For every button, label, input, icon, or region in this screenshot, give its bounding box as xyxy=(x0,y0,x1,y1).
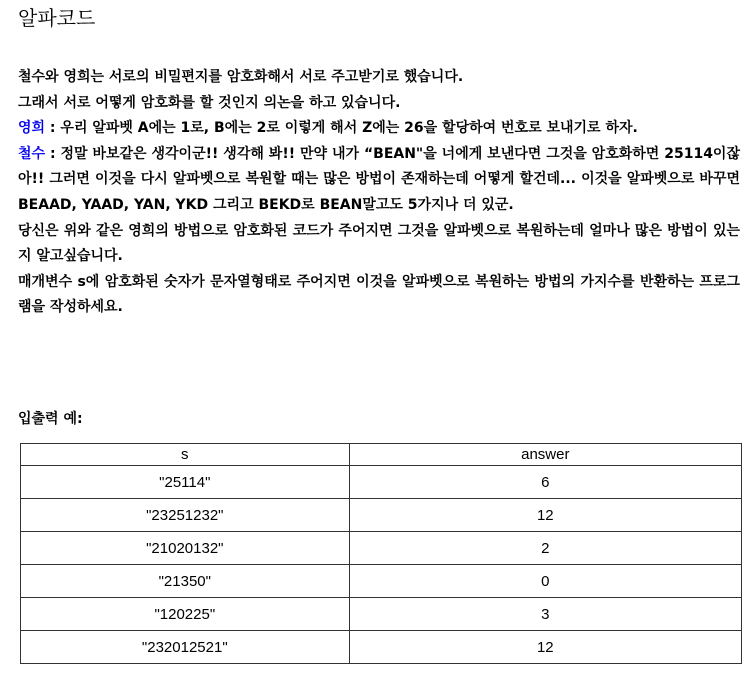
table-header-row xyxy=(21,444,742,466)
cell-s: "21350" xyxy=(21,565,350,598)
column-header-answer: answer xyxy=(349,444,741,466)
examples-table xyxy=(20,443,742,664)
cell-answer: 12 xyxy=(349,631,741,664)
table-row xyxy=(21,565,742,598)
page-title: 알파코드 xyxy=(18,6,96,30)
paragraph-task: 매개변수 s에 암호화된 숫자가 문자열형태로 주어지면 이것을 알파벳으로 복원하는 방법의 가지수를 반환하는 프로그램을 작성하세요. xyxy=(18,273,740,316)
column-header-s: s xyxy=(21,444,350,466)
cell-s: "21020132" xyxy=(21,532,350,565)
dialogue-text: 우리 알파벳 A에는 1로, B에는 2로 이렇게 해서 Z에는 26을 할당하여 번호로 보내기로 하자. xyxy=(60,120,638,137)
cell-answer: 2 xyxy=(349,532,741,565)
paragraph-younghee xyxy=(18,116,740,142)
table-row xyxy=(21,631,742,664)
dialogue-text: 정말 바보같은 생각이군!! 생각해 봐!! 만약 내가 “BEAN"을 너에게 보낸다면 그것을 암호화하면 25114이잖아!! 그러면 이것을 다시 알파벳으로 복원할 때는 많은 방법이 존재하는데 어떻게 할건데... 이것을 알파벳으로 바꾸면 BEAAD, YAAD, YAN, YKD 그리고 BEKD로 BEAN말고도 5가지나 더 있군. xyxy=(18,145,740,213)
paragraph-discussion: 그래서 서로 어떻게 암호화를 할 것인지 의논을 하고 있습니다. xyxy=(18,94,401,111)
cell-s: "120225" xyxy=(21,598,350,631)
speaker-separator: : xyxy=(45,145,61,162)
cell-s: "25114" xyxy=(21,466,350,499)
cell-answer: 6 xyxy=(349,466,741,499)
paragraph-question: 당신은 위와 같은 영희의 방법으로 암호화된 코드가 주어지면 그것을 알파벳으로 복원하는데 얼마나 많은 방법이 있는지 알고싶습니다. xyxy=(18,222,740,265)
speaker-name: 영희 xyxy=(18,120,46,137)
speaker-separator: : xyxy=(45,120,61,137)
examples-heading: 입출력 예: xyxy=(18,411,83,427)
table-row xyxy=(21,466,742,499)
cell-answer: 0 xyxy=(349,565,741,598)
table-row xyxy=(21,598,742,631)
problem-statement xyxy=(18,65,740,321)
cell-answer: 3 xyxy=(349,598,741,631)
cell-s: "23251232" xyxy=(21,499,350,532)
paragraph-cheolsu xyxy=(18,142,740,219)
speaker-name: 철수 xyxy=(18,145,46,162)
table-row xyxy=(21,499,742,532)
cell-answer: 12 xyxy=(349,499,741,532)
cell-s: "232012521" xyxy=(21,631,350,664)
paragraph-intro: 철수와 영희는 서로의 비밀편지를 암호화해서 서로 주고받기로 했습니다. xyxy=(18,69,464,85)
table-row xyxy=(21,532,742,565)
